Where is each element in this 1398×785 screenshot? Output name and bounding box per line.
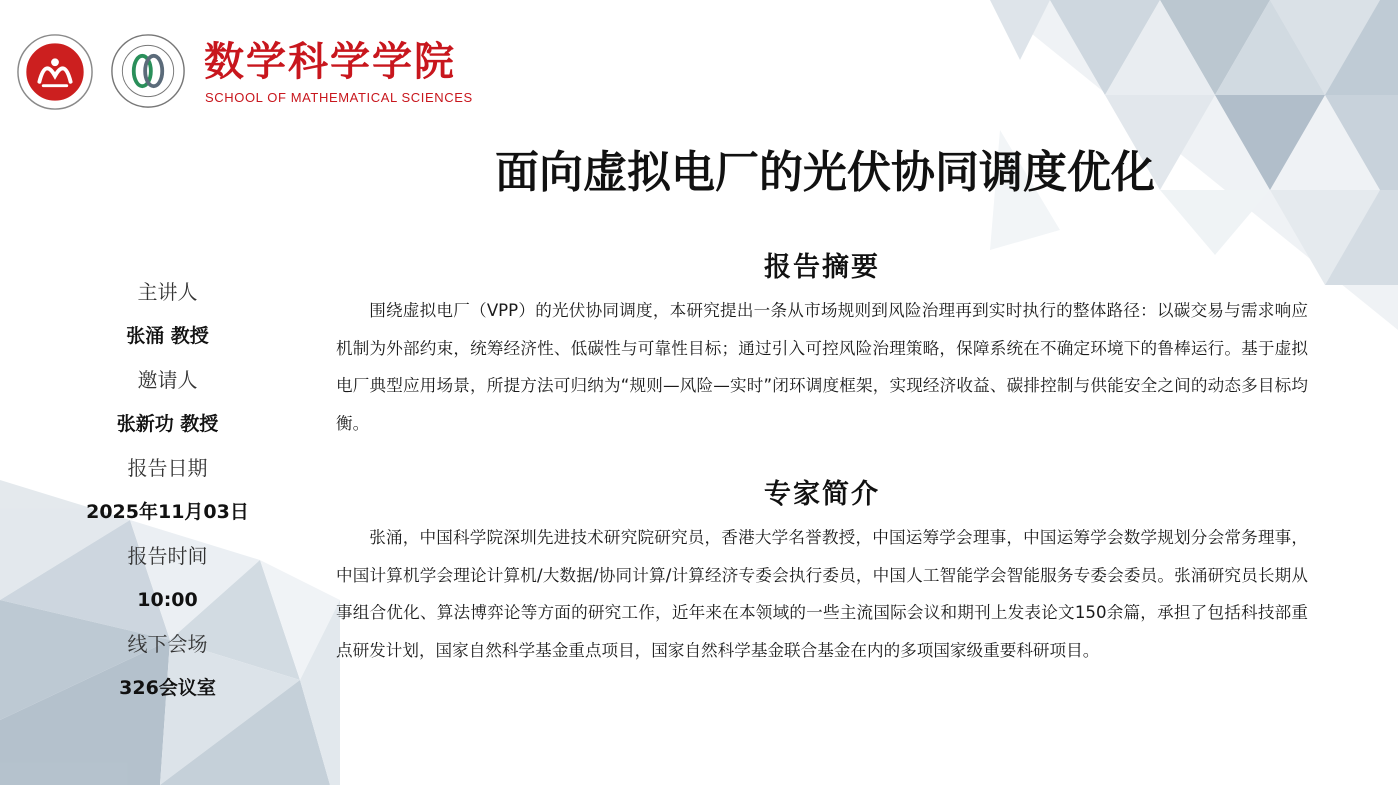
expert-heading: 专家简介	[764, 479, 880, 510]
time-label: 报告时间	[127, 544, 208, 568]
speaker-label: 主讲人	[137, 280, 198, 304]
school-name-chinese: 数学科学学院	[204, 39, 456, 85]
expert-paragraph: 张涌，中国科学院深圳先进技术研究院研究员，香港大学名誉教授，中国运筹学会理事，中国运筹学会数学规划分会常务理事，中国计算机学会理论计算机/大数据/协同计算/计算经济专委会执行委员，中国人工智能学会智能服务专委会委员。张涌研究员长期从事组合优化、算法博弈论等方面的研究工作，近年来在本领域的一些主流国际会议和期刊上发表论文150余篇，承担了包括科技部重点研发计划，国家自然科学基金重点项目，国家自然科学基金联合基金在内的多项国家级重要科研项目。	[336, 528, 1308, 660]
speaker-name: 张涌 教授	[126, 325, 209, 347]
report-date: 2025年11月03日	[86, 501, 249, 523]
venue-label: 线下会场	[127, 632, 208, 656]
university-seal-icon	[16, 33, 94, 111]
event-info-column	[60, 275, 275, 715]
inviter-name: 张新功 教授	[116, 413, 219, 435]
inviter-label: 邀请人	[137, 368, 198, 392]
report-time: 10:00	[137, 589, 198, 611]
school-name-english: SCHOOL OF MATHEMATICAL SCIENCES	[205, 90, 473, 105]
venue: 326会议室	[119, 677, 216, 699]
school-emblem-icon	[110, 33, 186, 109]
abstract-heading: 报告摘要	[764, 252, 880, 283]
date-label: 报告日期	[127, 456, 208, 480]
abstract-paragraph: 围绕虚拟电厂（VPP）的光伏协同调度，本研究提出一条从市场规则到风险治理再到实时执行的整体路径：以碳交易与需求响应机制为外部约束，统筹经济性、低碳性与可靠性目标；通过引入可控风险治理策略，保障系统在不确定环境下的鲁棒运行。基于虚拟电厂典型应用场景，所提方法可归纳为“规则—风险—实时”闭环调度框架，实现经济收益、碳排控制与供能安全之间的动态多目标均衡。	[336, 301, 1308, 433]
report-title: 面向虚拟电厂的光伏协同调度优化	[495, 147, 1155, 198]
